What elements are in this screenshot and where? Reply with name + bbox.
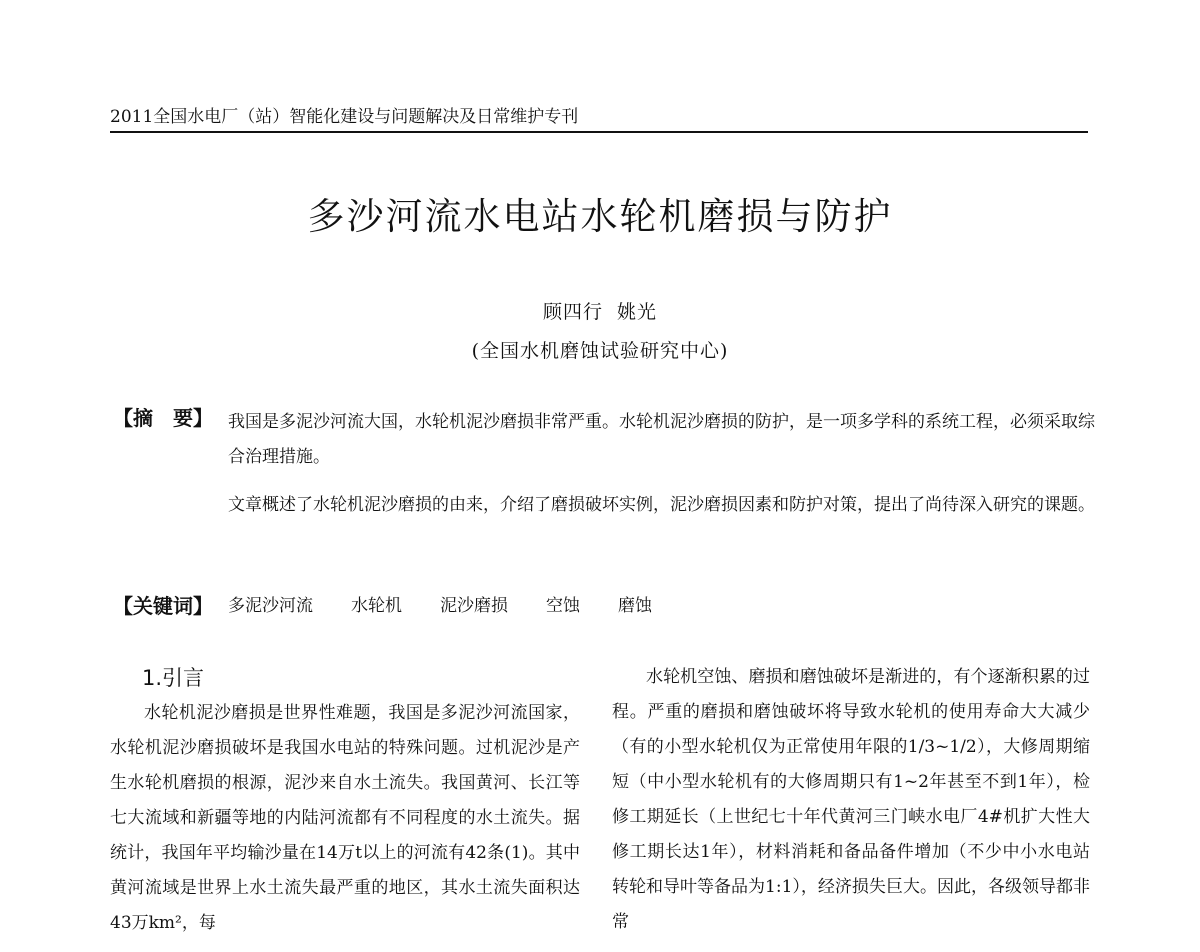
keywords-list — [228, 593, 1098, 619]
paper-title: 多沙河流水电站水轮机磨损与防护 — [307, 195, 893, 238]
left-column — [110, 660, 580, 941]
keyword: 多泥沙河流 — [228, 596, 313, 616]
author-1: 顾四行 — [542, 301, 603, 323]
body-paragraph: 水轮机空蚀、磨损和磨蚀破坏是渐进的，有个逐渐积累的过程。严重的磨损和磨蚀破坏将导致水轮机的使用寿命大大减少（有的小型水轮机仅为正常使用年限的1/3~1/2），大修周期缩短（中小型水轮机有的大修周期只有1~2年甚至不到1年），检修工期延长（上世纪七十年代黄河三门峡水电厂4#机扩大性大修工期长达1年），材料消耗和备品备件增加（不少中小水电站转轮和导叶等备品为1:1），经济损失巨大。因此，各级领导都非常 — [612, 667, 1090, 932]
affiliation: (全国水机磨蚀试验研究中心) — [471, 340, 729, 362]
keyword: 水轮机 — [351, 596, 402, 616]
abstract-label: 【摘 要】 — [113, 406, 213, 430]
authors — [0, 300, 1200, 324]
author-2: 姚光 — [617, 301, 658, 323]
abstract-body — [228, 405, 1098, 523]
right-column — [612, 660, 1090, 940]
abstract-paragraph-1: 我国是多泥沙河流大国，水轮机泥沙磨损非常严重。水轮机泥沙磨损的防护，是一项多学科的系统工程，必须采取综合治理措施。 — [228, 412, 1095, 467]
keyword: 磨蚀 — [618, 596, 652, 616]
keyword: 泥沙磨损 — [440, 596, 508, 616]
keyword: 空蚀 — [546, 596, 580, 616]
keywords-label: 【关键词】 — [113, 594, 213, 618]
body-paragraph: 水轮机泥沙磨损是世界性难题，我国是多泥沙河流国家，水轮机泥沙磨损破坏是我国水电站的特殊问题。过机泥沙是产生水轮机磨损的根源，泥沙来自水土流失。我国黄河、长江等七大流域和新疆等地的内陆河流都有不同程度的水土流失。据统计，我国年平均输沙量在14万t以上的河流有42条(1)。其中黄河流域是世界上水土流失最严重的地区，其水土流失面积达43万km²，每 — [110, 703, 580, 933]
abstract-paragraph-2: 文章概述了水轮机泥沙磨损的由来，介绍了磨损破坏实例，泥沙磨损因素和防护对策，提出了尚待深入研究的课题。 — [228, 495, 1095, 515]
journal-header: 2011全国水电厂（站）智能化建设与问题解决及日常维护专刊 — [110, 106, 1088, 133]
section-heading: 1.引言 — [142, 666, 205, 690]
